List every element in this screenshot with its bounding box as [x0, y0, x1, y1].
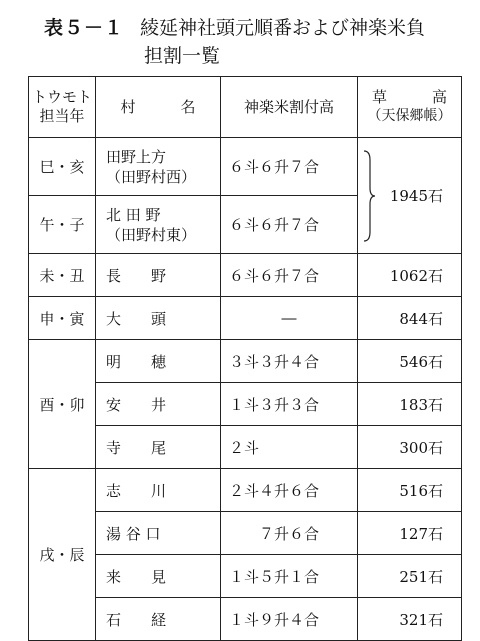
header-village: 村 名: [96, 77, 221, 138]
table-row: [29, 469, 462, 512]
kusadaka-cell: 516石: [358, 469, 462, 512]
header-year-label: 担当年: [39, 107, 85, 125]
kagura-cell: ２斗４升６合: [221, 469, 358, 512]
kagura-cell: １斗９升４合: [221, 598, 358, 641]
village-cell: 安 井: [96, 383, 221, 426]
year-cell: 申・寅: [29, 297, 96, 340]
village-cell: 来 見: [96, 555, 221, 598]
kusadaka-cell: 183石: [358, 383, 462, 426]
year-cell: 巳・亥: [29, 138, 96, 196]
village-cell: [96, 138, 221, 196]
kusadaka-cell: 844石: [358, 297, 462, 340]
village-cell: [96, 196, 221, 254]
year-cell: 戌・辰: [29, 469, 96, 641]
header-year: [29, 77, 96, 138]
kagura-cell: １斗３升３合: [221, 383, 358, 426]
kusadaka-cell: 127石: [358, 512, 462, 555]
header-year-kana: トウモト: [31, 88, 92, 106]
kusadaka-value: 1945石: [389, 187, 443, 205]
table-row: [29, 297, 462, 340]
kagura-cell: ―: [221, 297, 358, 340]
table-number: 表５－１: [44, 17, 125, 39]
kagura-cell: ２斗: [221, 426, 358, 469]
village-name: 田野上方: [106, 147, 167, 166]
village-cell: 長 野: [96, 254, 221, 297]
year-cell: 午・子: [29, 196, 96, 254]
kusadaka-cell: 546石: [358, 340, 462, 383]
village-alias: （田野村東）: [106, 225, 197, 244]
table-title: [44, 14, 426, 67]
kusadaka-cell: 1062石: [358, 254, 462, 297]
header-kusadaka: [358, 77, 462, 138]
village-name: 北 田 野: [106, 205, 161, 224]
kusadaka-cell: 321石: [358, 598, 462, 641]
village-cell: 明 穂: [96, 340, 221, 383]
village-cell: 志 川: [96, 469, 221, 512]
village-cell: 大 頭: [96, 297, 221, 340]
brace-icon: [362, 150, 376, 242]
village-cell: 石 経: [96, 598, 221, 641]
header-kusadaka-source: （天保郷帳）: [367, 108, 452, 124]
header-row: [29, 77, 462, 138]
kusadaka-cell: [358, 138, 462, 254]
kagura-cell: ６斗６升７合: [221, 138, 358, 196]
title-line-1: 綾延神社頭元順番および神楽米負: [140, 17, 426, 39]
kagura-cell: ３斗３升４合: [221, 340, 358, 383]
header-kusadaka-label: 草 高: [371, 88, 447, 106]
year-cell: 酉・卯: [29, 340, 96, 469]
kagura-allocation-table: [28, 76, 462, 641]
table-row: [29, 340, 462, 383]
kagura-cell: ６斗６升７合: [221, 254, 358, 297]
kagura-cell: １斗５升１合: [221, 555, 358, 598]
village-alias: （田野村西）: [106, 167, 197, 186]
kagura-cell: ７升６合: [221, 512, 358, 555]
kusadaka-cell: 251石: [358, 555, 462, 598]
table-row: [29, 254, 462, 297]
year-cell: 未・丑: [29, 254, 96, 297]
kusadaka-cell: 300石: [358, 426, 462, 469]
table-row: [29, 138, 462, 196]
village-cell: 湯 谷 口: [96, 512, 221, 555]
header-kagura: 神楽米割付高: [221, 77, 358, 138]
title-line-2: 担割一覧: [144, 45, 221, 67]
kagura-cell: ６斗６升７合: [221, 196, 358, 254]
village-cell: 寺 尾: [96, 426, 221, 469]
